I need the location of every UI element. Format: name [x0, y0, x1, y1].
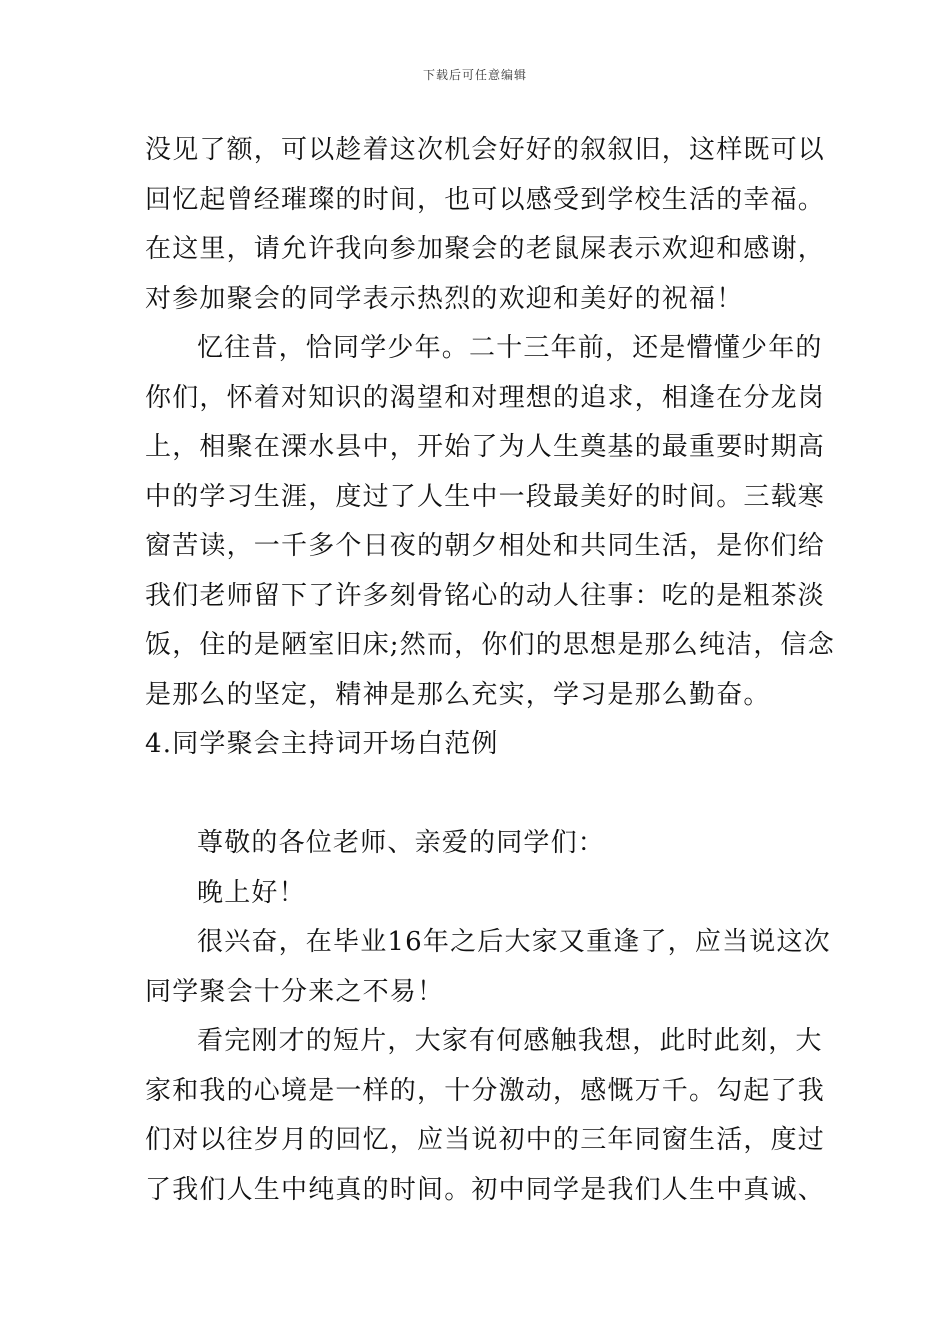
text-line: 没见了额，可以趁着这次机会好好的叙叙旧，这样既可以 — [145, 135, 826, 165]
text-line: 是那么的坚定，精神是那么充实，学习是那么勤奋。 — [145, 679, 771, 710]
text-line: 我们老师留下了许多刻骨铭心的动人往事：吃的是粗茶淡 — [145, 580, 826, 611]
text-line: 们对以往岁月的回忆，应当说初中的三年同窗生活，度过 — [145, 1125, 826, 1155]
text-line: 你们，怀着对知识的渴望和对理想的追求，相逢在分龙岗 — [145, 382, 826, 413]
text-line: 窗苦读，一千多个日夜的朝夕相处和共同生活，是你们给 — [145, 531, 826, 561]
greeting-line: 晚上好！ — [197, 877, 306, 908]
text-line: 对参加聚会的同学表示热烈的欢迎和美好的祝福！ — [145, 283, 744, 314]
text-line: 回忆起曾经璀璨的时间，也可以感受到学校生活的幸福。 — [145, 184, 826, 215]
page-header: 下载后可任意编辑 — [422, 68, 527, 82]
text-line: 在这里，请允许我向参加聚会的老鼠屎表示欢迎和感谢， — [145, 234, 826, 264]
text-line: 了我们人生中纯真的时间。初中同学是我们人生中真诚、 — [145, 1174, 826, 1205]
text-line: 上，相聚在溧水县中，开始了为人生奠基的最重要时期高 — [145, 432, 826, 462]
body-text — [145, 126, 835, 1215]
text-line: 饭，住的是陋室旧床;然而，你们的思想是那么纯洁，信念 — [145, 630, 835, 660]
paragraph-start-line: 很兴奋，在毕业16年之后大家又重逢了，应当说这次 — [197, 927, 831, 957]
text-line: 中的学习生涯，度过了人生中一段最美好的时间。三载寒 — [145, 481, 826, 512]
paragraph-start-line: 忆往昔，恰同学少年。二十三年前，还是懵懂少年的 — [197, 333, 823, 363]
salutation-line: 尊敬的各位老师、亲爱的同学们： — [197, 828, 606, 858]
blank-line — [145, 770, 810, 820]
section-heading: 4.同学聚会主持词开场白范例 — [145, 729, 499, 759]
text-line: 同学聚会十分来之不易！ — [145, 976, 445, 1007]
paragraph-start-line: 看完刚才的短片，大家有何感触我想，此时此刻，大 — [197, 1026, 823, 1056]
text-line: 家和我的心境是一样的，十分激动，感慨万千。勾起了我 — [145, 1075, 826, 1106]
